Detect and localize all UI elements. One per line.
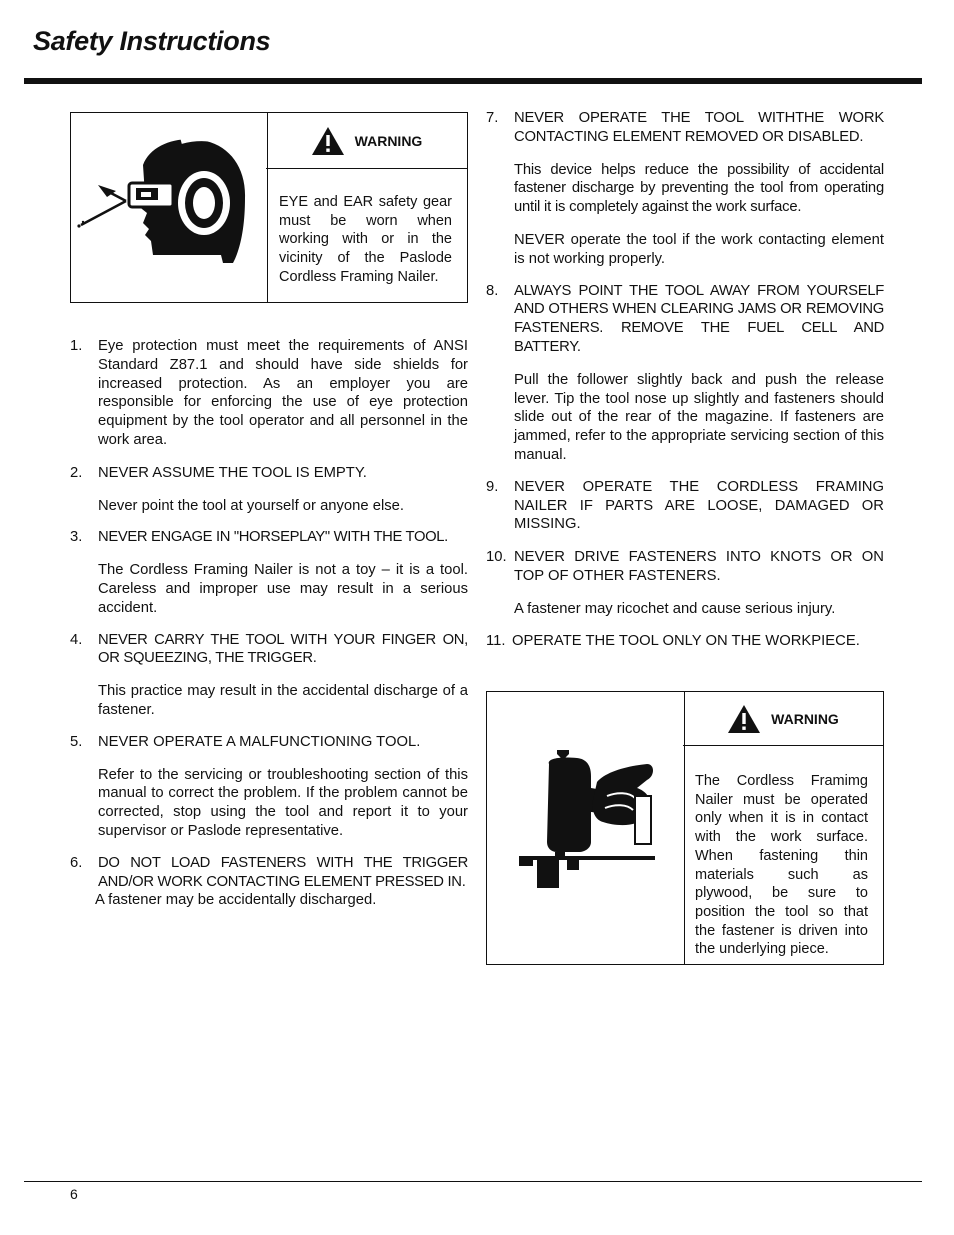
item-note: This practice may result in the accidental discharge of a fastener. [98, 683, 468, 718]
item-note: Never point the tool at yourself or anyone else. [98, 497, 404, 514]
list-item [70, 528, 468, 547]
eye-ear-protection-illustration [71, 113, 268, 302]
item-text: ALWAYS POINT THE TOOL AWAY FROM YOURSELF AND OTHERS WHEN CLEARING JAMS OR REMOVING FASTENERS. REMOVE THE FUEL CELL AND BATTERY. [514, 282, 884, 355]
warning-triangle-icon [311, 126, 345, 156]
warning-header [683, 692, 883, 746]
safety-list-left [70, 337, 468, 910]
item-number: 10. [486, 549, 507, 566]
item-number: 4. [70, 631, 83, 648]
list-item [486, 478, 884, 534]
item-text: DO NOT LOAD FASTENERS WITH THE TRIGGER AND/OR WORK CONTACTING ELEMENT PRESSED IN. [98, 854, 468, 890]
page-title: Safety Instructions [33, 26, 271, 56]
safety-list-right [486, 109, 884, 650]
warning-label: WARNING [354, 132, 423, 149]
list-item [70, 631, 468, 669]
item-number: 6. [70, 854, 83, 871]
item-note: Pull the follower slightly back and push the release lever. Tip the tool nose up slightly and fasteners should slide out of the rear of the magazine. If fasteners are jammed, refer to the appropriate servicing section of this manual. [514, 371, 884, 463]
item-note: NEVER operate the tool if the work contacting element is not working properly. [514, 231, 884, 267]
warning-text: The Cordless Framimg Nailer must be operated only when it is in contact with the work surface. When fastening thin materials such as plywood, be sure to position the tool so that the fastener is driven into the underlying piece. [695, 773, 868, 958]
warning-triangle-icon [727, 704, 761, 734]
warning-header [266, 113, 467, 169]
framing-nailer-icon [487, 692, 684, 964]
head-with-earmuffs-icon [71, 113, 267, 302]
item-text: Eye protection must meet the requirements of ANSI Standard Z87.1 and should have side shields for increased protection. As an employer you are responsible for enforcing the use of eye protection equipment by the tool operator and all personnel in the work area. [98, 338, 468, 448]
warning-box-contact [486, 691, 884, 965]
item-text: NEVER OPERATE THE CORDLESS FRAMING NAILER IF PARTS ARE LOOSE, DAMAGED OR MISSING. [514, 478, 884, 533]
item-text: NEVER OPERATE A MALFUNCTIONING TOOL. [98, 733, 421, 750]
nailer-operation-illustration [487, 692, 685, 964]
page-number: 6 [70, 1186, 78, 1202]
footer-rule [24, 1181, 922, 1182]
item-number: 5. [70, 733, 83, 750]
item-text: NEVER CARRY THE TOOL WITH YOUR FINGER ON, OR SQUEEZING, THE TRIGGER. [98, 631, 468, 667]
item-number: 2. [70, 464, 83, 481]
item-note: Refer to the servicing or troubleshooting section of this manual to correct the problem. If the problem cannot be corrected, stop using the tool and report it to your supervisor or Paslode representative. [98, 766, 468, 839]
item-text: OPERATE THE TOOL ONLY ON THE WORKPIECE. [512, 632, 860, 649]
warning-text: EYE and EAR safety gear must be worn when working with or in the vicinity of the Paslode Cordless Framing Nailer. [279, 194, 452, 285]
list-item [70, 464, 468, 483]
list-item [486, 109, 884, 147]
item-number: 3. [70, 529, 83, 546]
warning-label: WARNING [771, 710, 839, 727]
item-note: This device helps reduce the possibility of accidental fastener discharge by preventing the tool from operating until it is completely against the work surface. [514, 161, 884, 216]
item-number: 8. [486, 282, 499, 299]
item-number: 7. [486, 110, 499, 126]
list-item [486, 548, 884, 586]
item-number: 1. [70, 338, 83, 354]
item-number: 11. [486, 632, 506, 649]
item-note: A fastener may be accidentally discharged. [95, 892, 377, 909]
list-item [70, 733, 468, 752]
item-text: NEVER OPERATE THE TOOL WITHTHE WORK CONTACTING ELEMENT REMOVED OR DISABLED. [514, 110, 884, 145]
warning-box-eye-ear [70, 112, 468, 303]
list-item [70, 854, 468, 892]
list-item [70, 337, 468, 450]
item-note: The Cordless Framing Nailer is not a toy – it is a tool. Careless and improper use may result in a serious accident. [98, 562, 468, 616]
item-text: NEVER ASSUME THE TOOL IS EMPTY. [98, 464, 367, 481]
item-text: NEVER ENGAGE IN "HORSEPLAY" WITH THE TOOL. [98, 529, 448, 546]
item-note: A fastener may ricochet and cause serious injury. [514, 600, 836, 617]
item-text: NEVER DRIVE FASTENERS INTO KNOTS OR ON TOP OF OTHER FASTENERS. [514, 549, 884, 584]
list-item [486, 282, 884, 357]
item-number: 9. [486, 478, 499, 495]
header-rule [24, 78, 922, 84]
list-item [486, 632, 884, 651]
